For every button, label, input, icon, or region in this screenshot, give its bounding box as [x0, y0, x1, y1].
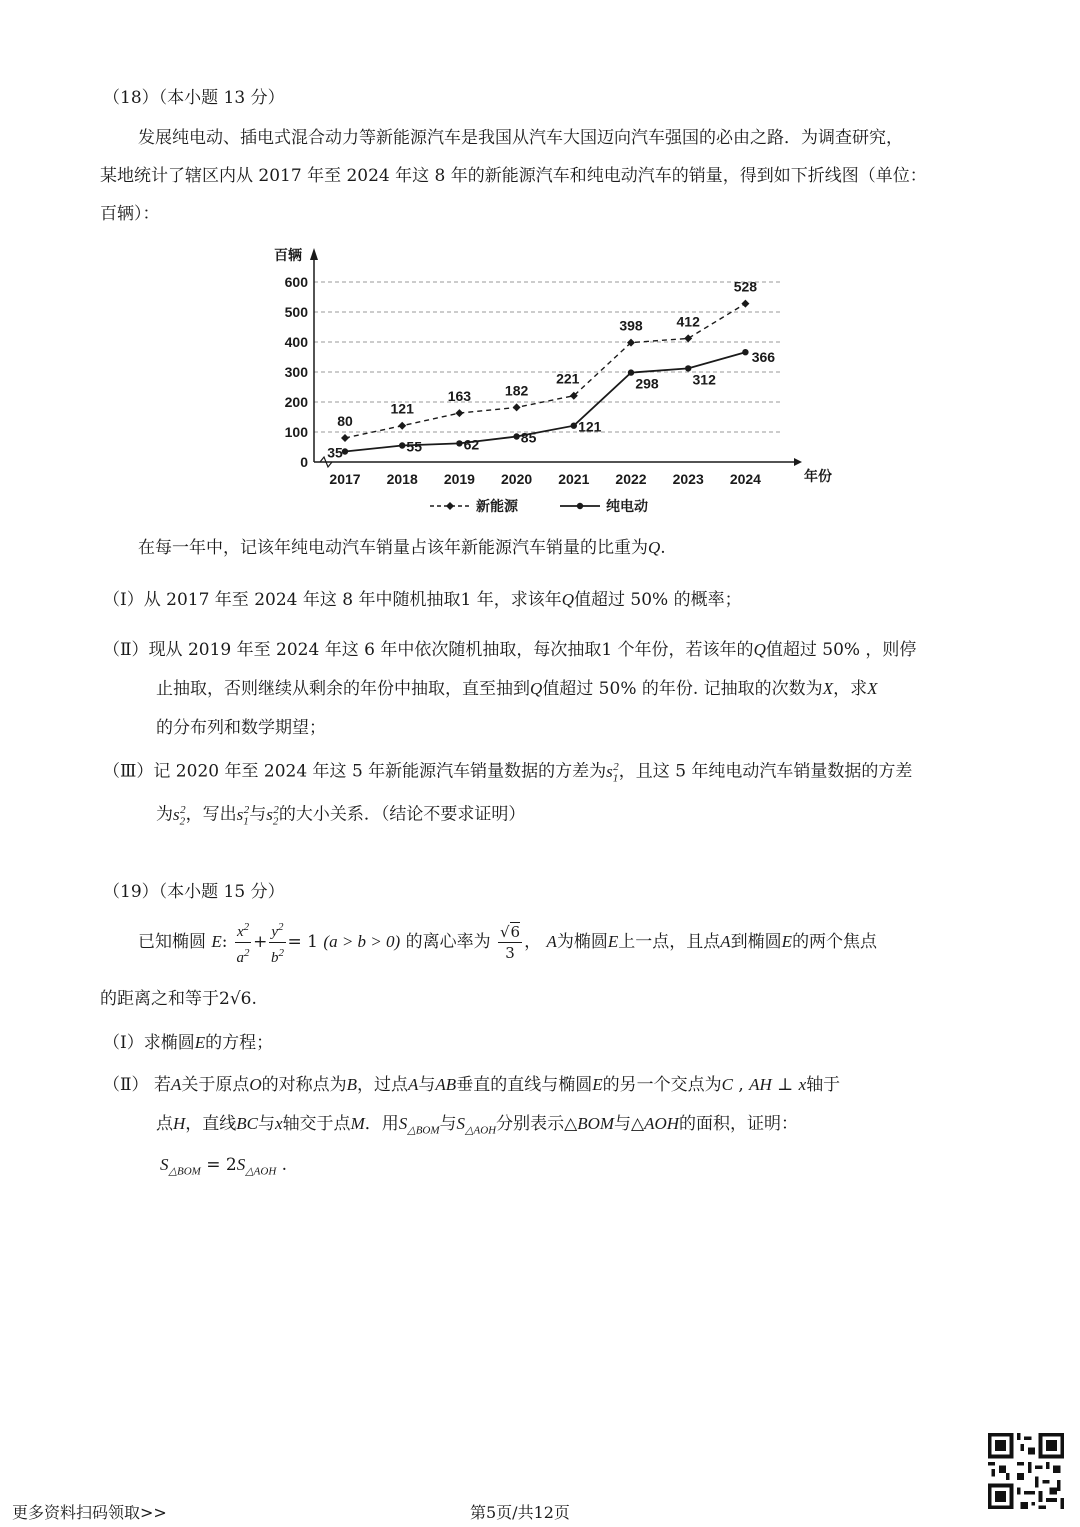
data-label: 182 [504, 382, 529, 399]
data-point-dot [628, 369, 634, 375]
q-def-end: . [660, 538, 666, 558]
data-point-dot [742, 349, 748, 355]
q19-p2-h: 轴于 [806, 1075, 841, 1095]
x-tick-label: 2018 [386, 471, 418, 487]
q19-part1 [103, 1031, 273, 1055]
legend-marker-dot [577, 503, 583, 509]
data-point-diamond [741, 300, 749, 308]
point-a: A [546, 932, 557, 951]
x-tick-label: 2021 [558, 471, 590, 487]
data-label: 312 [692, 371, 716, 388]
data-label: 412 [676, 313, 700, 330]
ellipse-e: E [211, 932, 222, 951]
q18-intro-line1: 发展纯电动、插电式混合动力等新能源汽车是我国从汽车大国迈向汽车强国的必由之路．为调查研究， [138, 128, 903, 148]
area-aoh: $S_{\triangle AOH}$ [456, 1114, 497, 1137]
q19-p2-d: ，过点 [357, 1075, 409, 1095]
q19-line1: 已知椭圆 E: $\frac{x^2}{a^2}$ + $\frac{y^2}{b^2}$ = 1 (a > b > 0) 的离心率为 $\frac{√6}{3}$ ， A为椭圆E上一点，且点A到椭圆E的两个焦点 [138, 917, 877, 968]
q18-q-definition [138, 536, 666, 560]
x-tick-label: 2020 [501, 471, 533, 487]
q18-header: （18）（本小题 13 分） [103, 88, 285, 108]
q-var: Q [648, 538, 661, 557]
area-bom: $S_{\triangle BOM}$ [160, 1155, 201, 1178]
q19-p2-l2-a: 点 [156, 1114, 173, 1134]
point-b: B [346, 1075, 358, 1094]
data-label: 121 [390, 400, 414, 417]
s1-squared: $s_1^2$ [606, 761, 619, 785]
q-var: Q [530, 679, 543, 698]
q19-line1-g: 的两个焦点 [792, 932, 878, 952]
ellipse-condition: (a > b > 0) [323, 932, 401, 951]
two: 2 [225, 1155, 237, 1175]
q19-p2-l2-d: 轴交于点 [282, 1114, 351, 1134]
chart-labels [327, 279, 775, 461]
q19-line1-d: 为椭圆 [556, 932, 608, 952]
line-bc: BC [236, 1114, 259, 1133]
data-label: 62 [463, 436, 480, 453]
q19-header: （19）（本小题 15 分） [103, 882, 285, 902]
part1-text-b: 值超过 50% 的概率； [574, 590, 742, 610]
y-tick-label: 300 [284, 364, 308, 380]
q19-part2-line3: $S_{\triangle BOM} = 2S_{\triangle AOH}$ . [160, 1155, 288, 1178]
q18-intro-line2: 某地统计了辖区内从 2017 年至 2024 年这 8 年的新能源汽车和纯电动汽车的销量，得到如下折线图（单位： [100, 166, 927, 186]
q19-p2-l2-b: ，直线 [185, 1114, 237, 1134]
q18-part2-line3: 的分布列和数学期望； [156, 718, 326, 738]
part2-line1-b: 值超过 50% ，则停 [765, 640, 917, 660]
q19-part1-text: 求椭圆 [143, 1033, 195, 1053]
legend-label-new-energy: 新能源 [476, 498, 518, 514]
point-h: H [173, 1114, 186, 1133]
part2-line2-a: 止抽取，否则继续从剩余的年份中抽取，直至抽到 [156, 679, 530, 699]
q-var: Q [753, 640, 766, 659]
triangle-aoh: AOH [644, 1114, 680, 1133]
q19-line1-a: 已知椭圆 [138, 932, 206, 952]
q19-p2-l2-e: ．用 [364, 1114, 399, 1134]
q18-part2-line1 [103, 638, 916, 662]
area-aoh: $S_{\triangle AOH}$ [236, 1155, 277, 1178]
y2-over-b2: $\frac{y^2}{b^2}$ [269, 917, 285, 968]
footer-more-materials: 更多资料扫码领取>> [12, 1503, 167, 1522]
data-point-dot [456, 440, 462, 446]
data-label: 121 [578, 418, 602, 435]
data-label: 55 [406, 438, 422, 455]
part3-line2-a: 为 [156, 804, 173, 825]
q19-p2-l2-h: 与△ [614, 1114, 645, 1134]
data-point-dot [685, 365, 691, 371]
ellipse-e: E [607, 932, 619, 951]
data-point-diamond [398, 422, 406, 430]
x-tick-label: 2024 [729, 471, 761, 487]
distance-sum: 2√6 [219, 989, 252, 1009]
area-bom: $S_{\triangle BOM}$ [398, 1114, 440, 1137]
data-label: 163 [447, 388, 472, 405]
data-point-diamond [684, 334, 692, 342]
q19-line1-f: 到椭圆 [730, 932, 782, 952]
point-c: C [721, 1075, 733, 1094]
point-a: A [170, 1075, 182, 1094]
q19-line2: 的距离之和等于2√6. [100, 989, 257, 1009]
part3-label: （Ⅲ） [103, 761, 154, 782]
eccentricity-fraction: $\frac{√6}{3}$ [499, 923, 521, 962]
point-a: A [720, 932, 731, 951]
part3-line1-a: 记 2020 年至 2024 年这 5 年新能源汽车销量数据的方差为 [153, 761, 607, 782]
q19-part2-line1: （Ⅱ） 若A关于原点O的对称点为B，过点A与AB垂直的直线与椭圆E的另一个交点为C , AH ⊥ x轴于 [103, 1075, 841, 1095]
data-label: 35 [327, 444, 343, 461]
x-axis-arrow [794, 458, 802, 466]
q-var: Q [561, 590, 574, 609]
q19-p2-e: 与 [418, 1075, 436, 1095]
data-label: 398 [619, 317, 643, 334]
data-label: 85 [520, 429, 537, 446]
q19-part1-label: （Ⅰ） [103, 1033, 144, 1053]
q19-p2-l2-c: 与 [258, 1114, 276, 1134]
data-point-diamond [455, 409, 463, 417]
footer-page-number: 第5页/共12页 [470, 1503, 570, 1522]
x-var: X [822, 679, 834, 698]
q19-p2-l2-i: 的面积，证明： [679, 1114, 799, 1134]
sales-line-chart [262, 238, 832, 524]
q19-line1-b: 的离心率为 [405, 932, 491, 952]
q19-line1-e: 上一点，且点 [618, 932, 721, 952]
part3-line2-d: 的大小关系．（结论不要求证明） [278, 804, 526, 825]
y-tick-label: 500 [284, 304, 308, 320]
part2-line2-c: ，求 [833, 679, 868, 699]
part2-line1-a: 现从 2019 年至 2024 年这 6 年中依次随机抽取，每次抽取1 个年份，若该年的 [148, 640, 754, 660]
q19-p2-a: 若 [153, 1075, 171, 1095]
q19-p2-c: 的对称点为 [261, 1075, 347, 1095]
s1-squared: $s_1^2$ [236, 804, 250, 828]
legend-marker-diamond [446, 502, 454, 510]
point-m: M [350, 1114, 365, 1133]
x-axis-var: x [275, 1114, 283, 1133]
part3-line1-b: ，且这 5 年纯电动汽车销量数据的方差 [618, 761, 913, 782]
part1-label: （Ⅰ） [103, 590, 144, 610]
q-def-text: 在每一年中，记该年纯电动汽车销量占该年新能源汽车销量的比重为 [138, 538, 648, 558]
q19-p2-l2-g: 分别表示△ [496, 1114, 578, 1134]
triangle-bom: BOM [577, 1114, 615, 1133]
data-point-dot [513, 433, 519, 439]
s2-squared: $s_2^2$ [266, 804, 279, 828]
q18-part3-line2 [156, 798, 525, 833]
qr-code-image [988, 1433, 1064, 1509]
q19-p2-b: 关于原点 [181, 1075, 250, 1095]
s2-squared: $s_2^2$ [173, 804, 186, 828]
point-a: A [408, 1075, 419, 1094]
chart-legend [430, 498, 648, 514]
data-label: 528 [733, 278, 758, 295]
data-point-dot [399, 442, 405, 448]
q19-part2-label: （Ⅱ） [103, 1075, 149, 1095]
q18-part2-line2 [156, 677, 877, 701]
y-tick-label: 600 [284, 274, 308, 290]
segment-ah: AH [749, 1075, 772, 1094]
data-label: 298 [635, 375, 659, 392]
part3-line2-b: ，写出 [185, 804, 237, 825]
y-tick-label: 100 [284, 424, 308, 440]
q19-p2-g: 的另一个交点为 [602, 1075, 722, 1095]
y-tick-label: 400 [284, 334, 308, 350]
point-o: O [249, 1075, 262, 1094]
data-point-diamond [341, 434, 349, 442]
x2-over-a2: $\frac{x^2}{a^2}$ [235, 917, 251, 968]
q19-p2-l2-f: 与 [439, 1114, 457, 1134]
data-label: 80 [337, 413, 353, 429]
part1-text-a: 从 2017 年至 2024 年这 8 年中随机抽取1 年，求该年 [143, 590, 562, 610]
data-label: 221 [556, 370, 580, 387]
x-tick-label: 2022 [615, 471, 647, 487]
y-axis-arrow [310, 248, 318, 260]
part2-label: （Ⅱ） [103, 640, 149, 660]
q19-p2-f: 垂直的直线与椭圆 [456, 1075, 593, 1095]
q19-line2-a: 的距离之和等于 [100, 989, 219, 1009]
perp-symbol: ⊥ [777, 1075, 794, 1095]
x-tick-label: 2019 [443, 471, 475, 487]
q19-part2-line2 [156, 1112, 798, 1142]
x-axis-title: 年份 [804, 468, 832, 484]
y-axis-title: 百辆 [274, 247, 302, 263]
q19-part1-text-b: 的方程； [205, 1033, 274, 1053]
x-var: X [867, 679, 878, 698]
q18-part3-line1 [103, 755, 912, 790]
data-point-dot [571, 423, 577, 429]
ellipse-e: E [781, 932, 793, 951]
ellipse-e: E [592, 1075, 603, 1094]
y-tick-label: 200 [284, 394, 308, 410]
chart-gridlines [314, 282, 782, 432]
x-tick-label: 2017 [329, 471, 361, 487]
ellipse-e: E [194, 1033, 206, 1052]
segment-ab: AB [435, 1075, 457, 1094]
x-tick-label: 2023 [672, 471, 704, 487]
part3-line2-c: 与 [249, 804, 267, 825]
data-label: 366 [751, 349, 776, 366]
x-axis-var: x [798, 1075, 807, 1094]
data-point-diamond [513, 403, 521, 411]
q18-intro-line3: 百辆）： [100, 204, 160, 224]
part2-line2-b: 值超过 50% 的年份. 记抽取的次数为 [542, 679, 823, 699]
y-tick-label: 0 [300, 454, 308, 470]
q18-part1 [103, 588, 742, 612]
legend-label-pure-electric: 纯电动 [606, 498, 648, 514]
